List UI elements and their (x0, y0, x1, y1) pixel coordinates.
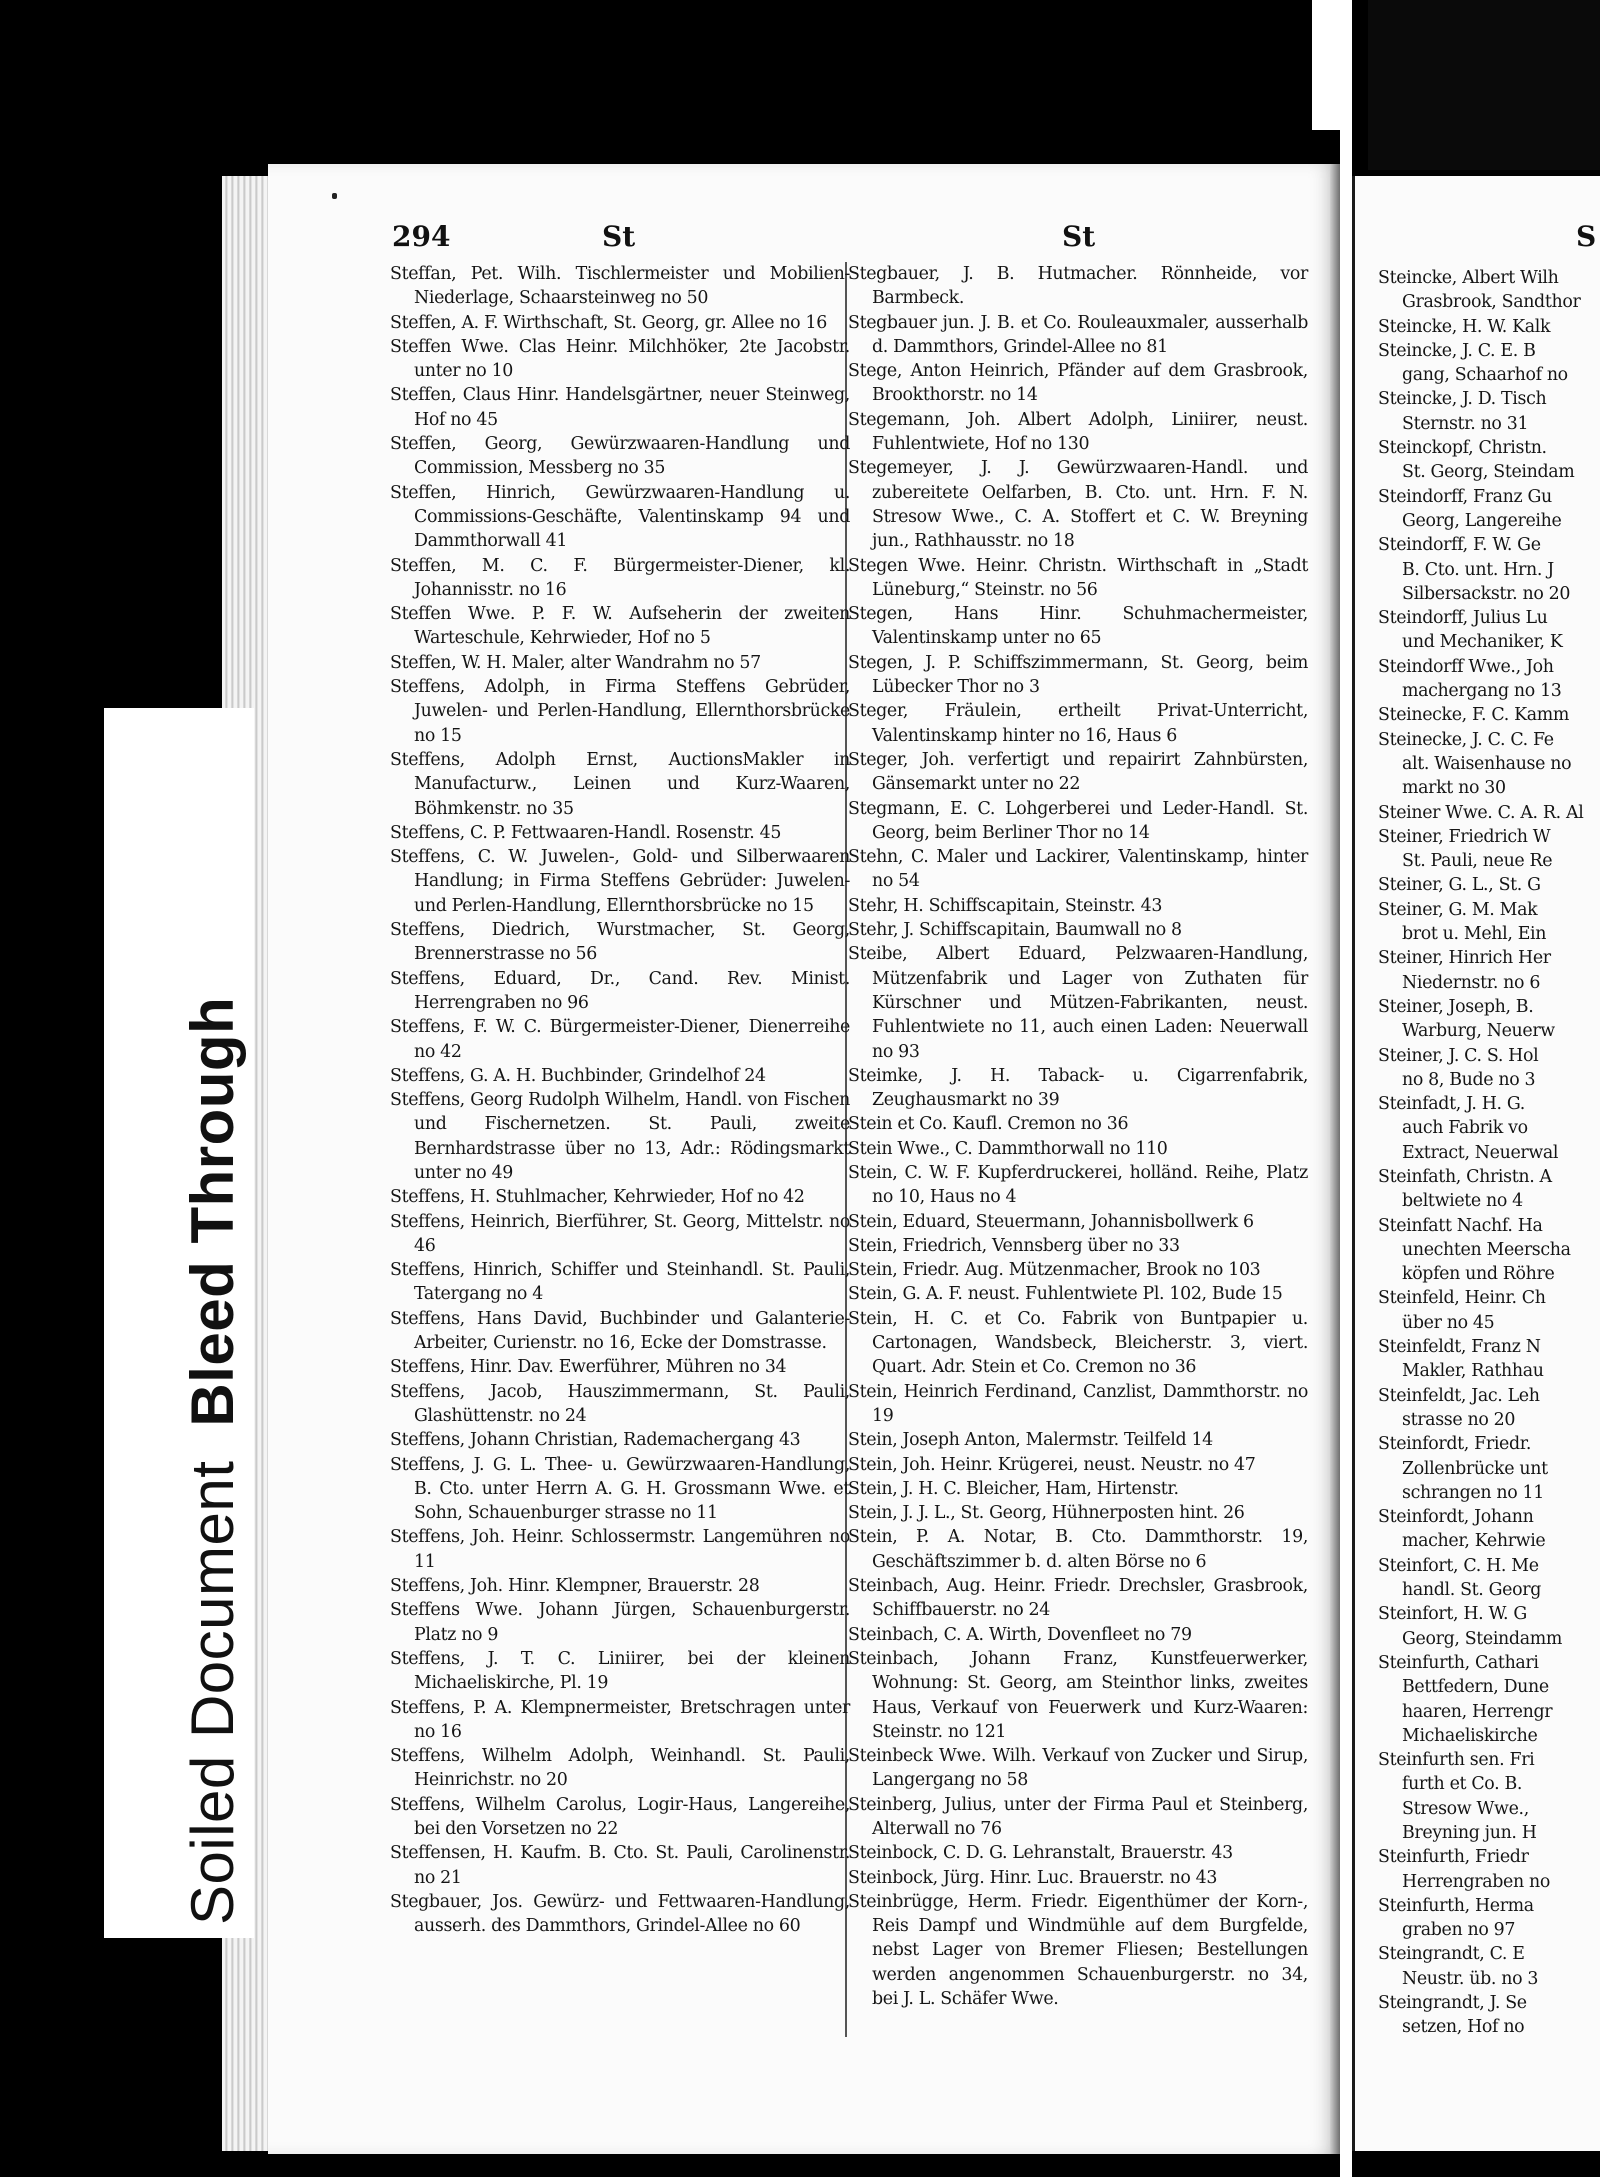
right-page-header: S (1576, 220, 1597, 253)
directory-line-fragment: Warburg, Neuerw (1402, 1021, 1555, 1042)
directory-line-fragment: markt no 30 (1402, 778, 1506, 799)
directory-line-fragment: Zollenbrücke unt (1402, 1458, 1548, 1479)
directory-line-fragment: Steinfurth, Cathari (1378, 1652, 1539, 1673)
directory-line-fragment: Steinfurth sen. Fri (1378, 1750, 1535, 1771)
directory-entry: Steffens, H. Stuhlmacher, Kehrwieder, Hof no 42 (390, 1187, 805, 1208)
directory-entry: Stegmann, E. C. Lohgerberei und Leder-Handl. St. Georg, beim Berliner Thor no 14 (848, 798, 1308, 843)
directory-line-fragment: Steinfordt, Johann (1378, 1507, 1534, 1528)
directory-column-right-page (1378, 266, 1600, 2040)
directory-entry: Steffens, J. T. C. Liniirer, bei der kleinen Michaeliskirche, Pl. 19 (390, 1648, 850, 1694)
directory-entry: Stein, J. H. C. Bleicher, Ham, Hirtenstr. (848, 1478, 1179, 1499)
page-number: 294 (392, 220, 451, 253)
label-soiled-document: Soiled Document (179, 1460, 246, 1925)
directory-line-fragment: gang, Schaarhof no (1402, 365, 1568, 386)
directory-entry: Steger, Fräulein, ertheilt Privat-Unterricht, Valentinskamp hinter no 16, Haus 6 (848, 701, 1308, 746)
directory-line-fragment: alt. Waisenhause no (1402, 753, 1572, 774)
left-column-header: St (602, 220, 636, 253)
directory-entry: Steffens, Joh. Hinr. Klempner, Brauerstr. 28 (390, 1576, 760, 1597)
directory-line-fragment: Silbersackstr. no 20 (1402, 583, 1571, 604)
directory-line-fragment: Steincke, H. W. Kalk (1378, 316, 1551, 337)
label-bleed-through: Bleed Through (179, 996, 246, 1427)
directory-line-fragment: handl. St. Georg (1402, 1580, 1541, 1601)
directory-entry: Stein Wwe., C. Dammthorwall no 110 (848, 1138, 1168, 1159)
middle-column-header: St (1062, 220, 1096, 253)
directory-entry: Steinbock, C. D. G. Lehranstalt, Brauerstr. 43 (848, 1843, 1233, 1864)
directory-line-fragment: Steinfurth, Friedr (1378, 1847, 1529, 1868)
directory-entry: Steinberg, Julius, unter der Firma Paul et Steinberg, Alterwall no 76 (848, 1794, 1308, 1839)
directory-entry: Steffens, Joh. Heinr. Schlossermstr. Langemühren no 11 (390, 1527, 850, 1572)
directory-line-fragment: machergang no 13 (1402, 681, 1562, 702)
directory-entry: Stegemann, Joh. Albert Adolph, Liniirer, neust. Fuhlentwiete, Hof no 130 (848, 409, 1308, 455)
directory-line-fragment: Steiner, J. C. S. Hol (1378, 1045, 1539, 1066)
directory-line-fragment: Steinfurth, Herma (1378, 1895, 1534, 1916)
directory-entry: Steffen Wwe. P. F. W. Aufseherin der zweiten Warteschule, Kehrwieder, Hof no 5 (390, 604, 850, 649)
directory-entry: Steffens, Eduard, Dr., Cand. Rev. Minist. Herrengraben no 96 (390, 968, 850, 1013)
directory-entry: Stein et Co. Kaufl. Cremon no 36 (848, 1114, 1129, 1135)
side-label (178, 997, 247, 1925)
directory-entry: Steinbach, C. A. Wirth, Dovenfleet no 79 (848, 1624, 1192, 1645)
directory-line-fragment: Steinfordt, Friedr. (1378, 1434, 1531, 1455)
directory-line-fragment: macher, Kehrwie (1402, 1531, 1546, 1552)
directory-entry: Stein, P. A. Notar, B. Cto. Dammthorstr. 19, Geschäftszimmer b. d. alten Börse no 6 (848, 1527, 1308, 1572)
directory-entry: Steinbeck Wwe. Wilh. Verkauf von Zucker und Sirup, Langergang no 58 (848, 1746, 1308, 1791)
directory-line-fragment: strasse no 20 (1402, 1409, 1516, 1430)
directory-line-fragment: köpfen und Röhre (1402, 1264, 1555, 1285)
directory-line-fragment: Steincke, J. D. Tisch (1378, 389, 1547, 410)
directory-line-fragment: Steincke, Albert Wilh (1378, 268, 1559, 288)
directory-entry: Steffen, A. F. Wirthschaft, St. Georg, gr. Allee no 16 (390, 312, 827, 333)
directory-entry: Stein, Eduard, Steuermann, Johannisbollwerk 6 (848, 1211, 1254, 1232)
directory-line-fragment: Steiner Wwe. C. A. R. Al (1378, 802, 1584, 823)
directory-entry: Stegen, Hans Hinr. Schuhmachermeister, Valentinskamp unter no 65 (848, 604, 1308, 649)
directory-line-fragment: brot u. Mehl, Ein (1402, 924, 1547, 945)
directory-entry: Stein, H. C. et Co. Fabrik von Buntpapier u. Cartonagen, Wandsbeck, Bleicherstr. 3, viert. Quart. Adr. Stein et Co. Cremon no 36 (848, 1308, 1308, 1378)
directory-line-fragment: Steinfath, Christn. A (1378, 1166, 1552, 1187)
directory-entry: Steinbrügge, Herm. Friedr. Eigenthümer der Korn-, Reis Dampf und Windmühle auf dem Burgfelde, nebst Lager von Bremer Fliesen; Bestellungen werden angenommen Schauenburgerstr. no 34, bei J. L. Schäfer Wwe. (848, 1891, 1308, 2010)
directory-line-fragment: Grasbrook, Sandthor (1402, 292, 1581, 313)
directory-line-fragment: Georg, Langereihe (1402, 510, 1562, 531)
directory-entry: Stegbauer, J. B. Hutmacher. Rönnheide, vor Barmbeck. (848, 264, 1308, 309)
directory-line-fragment: Steiner, Hinrich Her (1378, 948, 1551, 969)
directory-line-fragment: Steinfatt Nachf. Ha (1378, 1215, 1543, 1236)
directory-entry: Steffens, Heinrich, Bierführer, St. Georg, Mittelstr. no 46 (390, 1211, 850, 1256)
directory-entry: Steffens, Wilhelm Carolus, Logir-Haus, Langereihe, bei den Vorsetzen no 22 (390, 1794, 850, 1839)
directory-line-fragment: Steinfeldt, Franz N (1378, 1337, 1541, 1358)
directory-line-fragment: Steindorff, Franz Gu (1378, 486, 1552, 507)
directory-entry: Steffens, Jacob, Hauszimmermann, St. Pauli, Glashüttenstr. no 24 (390, 1381, 850, 1426)
directory-entry: Steffen Wwe. Clas Heinr. Milchhöker, 2te Jacobstr. unter no 10 (390, 336, 850, 382)
directory-line-fragment: Bettfedern, Dune (1402, 1677, 1549, 1698)
directory-entry: Stegbauer jun. J. B. et Co. Rouleauxmaler, ausserhalb d. Dammthors, Grindel-Allee no 81 (848, 312, 1308, 357)
directory-line-fragment: Breyning jun. H (1402, 1823, 1537, 1843)
directory-entry: Stegen Wwe. Heinr. Christn. Wirthschaft in „Stadt Lüneburg,“ Steinstr. no 56 (848, 555, 1308, 600)
directory-entry: Steffensen, H. Kaufm. B. Cto. St. Pauli, Carolinenstr. no 21 (390, 1843, 850, 1888)
directory-entry: Steffens, Adolph, in Firma Steffens Gebrüder, Juwelen- und Perlen-Handlung, Ellernthorsbrücke no 15 (390, 677, 850, 746)
directory-entry: Steffens, Georg Rudolph Wilhelm, Handl. von Fischen und Fischernetzen. St. Pauli, zweite Bernhardstrasse über no 13, Adr.: Rödingsmarkt unter no 49 (390, 1090, 850, 1183)
dark-corner (1368, 0, 1600, 170)
directory-line-fragment: Steinfadt, J. H. G. (1378, 1094, 1525, 1115)
directory-line-fragment: Georg, Steindamm (1402, 1628, 1562, 1649)
directory-line-fragment: B. Cto. unt. Hrn. J (1402, 559, 1554, 580)
directory-line-fragment: Steinecke, J. C. C. Fe (1378, 729, 1554, 750)
directory-line-fragment: Steinfort, H. W. G (1378, 1604, 1527, 1625)
directory-entry: Stegen, J. P. Schiffszimmermann, St. Georg, beim Lübecker Thor no 3 (848, 652, 1308, 698)
directory-entry: Steffen, Georg, Gewürzwaaren-Handlung und Commission, Messberg no 35 (390, 434, 850, 479)
directory-line-fragment: Steiner, Joseph, B. (1378, 996, 1534, 1017)
directory-line-fragment: St. Georg, Steindam (1402, 462, 1575, 483)
directory-entry: Steffens, Diedrich, Wurstmacher, St. Georg, Brennerstrasse no 56 (390, 920, 850, 965)
directory-line-fragment: haaren, Herrengr (1402, 1701, 1553, 1722)
directory-line-fragment: Makler, Rathhau (1402, 1361, 1544, 1382)
directory-line-fragment: Sternstr. no 31 (1402, 413, 1529, 434)
directory-column-middle (848, 262, 1308, 2011)
directory-entry: Stege, Anton Heinrich, Pfänder auf dem Grasbrook, Brookthorstr. no 14 (848, 361, 1308, 406)
directory-line-fragment: Extract, Neuerwal (1402, 1142, 1559, 1163)
page-gap (1340, 0, 1352, 2177)
directory-entry: Stein, Friedrich, Vennsberg über no 33 (848, 1235, 1180, 1256)
directory-line-fragment: Michaeliskirche (1402, 1725, 1538, 1746)
directory-entry: Stein, G. A. F. neust. Fuhlentwiete Pl. 102, Bude 15 (848, 1284, 1283, 1305)
directory-line-fragment: beltwiete no 4 (1402, 1191, 1523, 1212)
directory-entry: Steffan, Pet. Wilh. Tischlermeister und Mobilien-Niederlage, Schaarsteinweg no 50 (390, 264, 850, 309)
directory-line-fragment: Steinckopf, Christn. (1378, 438, 1547, 459)
directory-entry: Steffens, Adolph Ernst, AuctionsMakler in Manufacturw., Leinen und Kurz-Waaren, Böhmkenstr. no 35 (390, 749, 850, 819)
directory-line-fragment: Neustr. üb. no 3 (1402, 1968, 1539, 1989)
directory-line-fragment: Steinfeld, Heinr. Ch (1378, 1288, 1546, 1309)
directory-entry: Stein, Friedr. Aug. Mützenmacher, Brook no 103 (848, 1260, 1261, 1281)
book-gutter (1330, 164, 1340, 2154)
directory-line-fragment: Steindorff Wwe., Joh (1378, 656, 1554, 677)
directory-entry: Steffen, M. C. F. Bürgermeister-Diener, kl. Johannisstr. no 16 (390, 555, 850, 600)
directory-line-fragment: und Mechaniker, K (1402, 632, 1563, 653)
directory-entry: Steffens, Hinrich, Schiffer und Steinhandl. St. Pauli, Tatergang no 4 (390, 1260, 850, 1305)
directory-entry: Steffens, Johann Christian, Rademachergang 43 (390, 1430, 801, 1451)
directory-line-fragment: Steindorff, F. W. Ge (1378, 535, 1541, 556)
directory-line-fragment: Steinfeldt, Jac. Leh (1378, 1385, 1540, 1406)
page-top-edge (1312, 0, 1352, 130)
directory-entry: Steffens Wwe. Johann Jürgen, Schauenburgerstr. Platz no 9 (390, 1600, 850, 1645)
directory-entry: Steimke, J. H. Taback- u. Cigarrenfabrik, Zeughausmarkt no 39 (848, 1065, 1308, 1111)
directory-line-fragment: furth et Co. B. (1402, 1774, 1523, 1795)
directory-entry: Steffen, Claus Hinr. Handelsgärtner, neuer Steinweg, Hof no 45 (390, 385, 850, 430)
directory-entry: Stehn, C. Maler und Lackirer, Valentinskamp, hinter no 54 (848, 847, 1308, 892)
directory-line-fragment: Steiner, G. L., St. G (1378, 875, 1541, 896)
directory-entry: Stegbauer, Jos. Gewürz- und Fettwaaren-Handlung, ausserh. des Dammthors, Grindel-Allee no 60 (390, 1891, 850, 1937)
directory-line-fragment: Steingrandt, J. Se (1378, 1993, 1527, 2014)
directory-entry: Steffen, W. H. Maler, alter Wandrahm no 57 (390, 652, 761, 673)
directory-line-fragment: Steiner, G. M. Mak (1378, 899, 1538, 920)
directory-line-fragment: Niedernstr. no 6 (1402, 972, 1541, 993)
directory-line-fragment: Steiner, Friedrich W (1378, 826, 1551, 847)
ink-speck (332, 193, 337, 199)
directory-line-fragment: Steingrandt, C. E (1378, 1944, 1525, 1965)
directory-entry: Steffens, F. W. C. Bürgermeister-Diener, Dienerreihe no 42 (390, 1017, 850, 1062)
directory-entry: Steffens, C. P. Fettwaaren-Handl. Rosenstr. 45 (390, 822, 782, 843)
directory-line-fragment: auch Fabrik vo (1402, 1118, 1528, 1139)
directory-entry: Steffens, Hans David, Buchbinder und Galanterie-Arbeiter, Curienstr. no 16, Ecke der Domstrasse. (390, 1308, 850, 1354)
directory-entry: Steinbach, Aug. Heinr. Friedr. Drechsler, Grasbrook, Schiffbauerstr. no 24 (848, 1576, 1308, 1621)
directory-line-fragment: Herrengraben no (1402, 1871, 1550, 1892)
directory-entry: Steinbock, Jürg. Hinr. Luc. Brauerstr. no 43 (848, 1867, 1218, 1888)
directory-entry: Steffen, Hinrich, Gewürzwaaren-Handlung u. Commissions-Geschäfte, Valentinskamp 94 und Dammthorwall 41 (390, 482, 850, 552)
directory-entry: Stein, C. W. F. Kupferdruckerei, holländ. Reihe, Platz no 10, Haus no 4 (848, 1162, 1308, 1208)
directory-entry: Stein, Joh. Heinr. Krügerei, neust. Neustr. no 47 (848, 1454, 1256, 1475)
directory-column-left (390, 262, 850, 1938)
directory-entry: Steffens, C. W. Juwelen-, Gold- und Silberwaaren Handlung; in Firma Steffens Gebrüder: Juwelen- und Perlen-Handlung, Ellernthorsbrücke no 15 (390, 847, 850, 916)
directory-entry: Stegemeyer, J. J. Gewürzwaaren-Handl. und zubereitete Oelfarben, B. Cto. unt. Hrn. F. N. Stresow Wwe., C. A. Stoffert et C. W. Breyning jun., Rathhausstr. no 18 (848, 458, 1308, 552)
directory-line-fragment: schrangen no 11 (1402, 1482, 1544, 1503)
directory-entry: Steffens, Wilhelm Adolph, Weinhandl. St. Pauli, Heinrichstr. no 20 (390, 1746, 850, 1791)
directory-line-fragment: Steincke, J. C. E. B (1378, 340, 1536, 361)
directory-entry: Steger, Joh. verfertigt und repairirt Zahnbürsten, Gänsemarkt unter no 22 (848, 749, 1308, 795)
directory-entry: Steinbach, Johann Franz, Kunstfeuerwerker, Wohnung: St. Georg, am Steinthor links, zweites Haus, Verkauf von Feuerwerk und Kurz-Waaren: Steinstr. no 121 (848, 1648, 1308, 1742)
directory-line-fragment: setzen, Hof no (1402, 2017, 1525, 2038)
directory-entry: Stein, Heinrich Ferdinand, Canzlist, Dammthorstr. no 19 (848, 1381, 1308, 1426)
directory-line-fragment: no 8, Bude no 3 (1402, 1069, 1536, 1090)
directory-entry: Stehr, J. Schiffscapitain, Baumwall no 8 (848, 920, 1182, 941)
directory-line-fragment: graben no 97 (1402, 1920, 1516, 1941)
directory-line-fragment: unechten Meerscha (1402, 1239, 1571, 1260)
directory-line-fragment: St. Pauli, neue Re (1402, 851, 1553, 872)
directory-entry: Steffens, Hinr. Dav. Ewerführer, Mühren no 34 (390, 1357, 787, 1378)
directory-line-fragment: Steinfort, C. H. Me (1378, 1555, 1539, 1576)
directory-line-fragment: Stresow Wwe., (1402, 1798, 1529, 1819)
directory-line-fragment: Steinecke, F. C. Kamm (1378, 705, 1570, 726)
directory-line-fragment: Steindorff, Julius Lu (1378, 608, 1548, 629)
directory-entry: Steffens, P. A. Klempnermeister, Bretschragen unter no 16 (390, 1697, 850, 1742)
directory-entry: Stehr, H. Schiffscapitain, Steinstr. 43 (848, 895, 1163, 916)
directory-entry: Stein, J. J. L., St. Georg, Hühnerposten hint. 26 (848, 1503, 1245, 1524)
directory-entry: Steffens, G. A. H. Buchbinder, Grindelhof 24 (390, 1065, 766, 1086)
directory-line-fragment: über no 45 (1402, 1312, 1495, 1333)
directory-entry: Stein, Joseph Anton, Malermstr. Teilfeld 14 (848, 1430, 1213, 1451)
directory-entry: Steibe, Albert Eduard, Pelzwaaren-Handlung, Mützenfabrik und Lager von Zuthaten für Kürschner und Mützen-Fabrikanten, neust. Fuhlentwiete no 11, auch einen Laden: Neuerwall no 93 (848, 944, 1308, 1062)
directory-entry: Steffens, J. G. L. Thee- u. Gewürzwaaren-Handlung, B. Cto. unter Herrn A. G. H. Grossmann Wwe. et Sohn, Schauenburger strasse no 11 (390, 1454, 850, 1524)
